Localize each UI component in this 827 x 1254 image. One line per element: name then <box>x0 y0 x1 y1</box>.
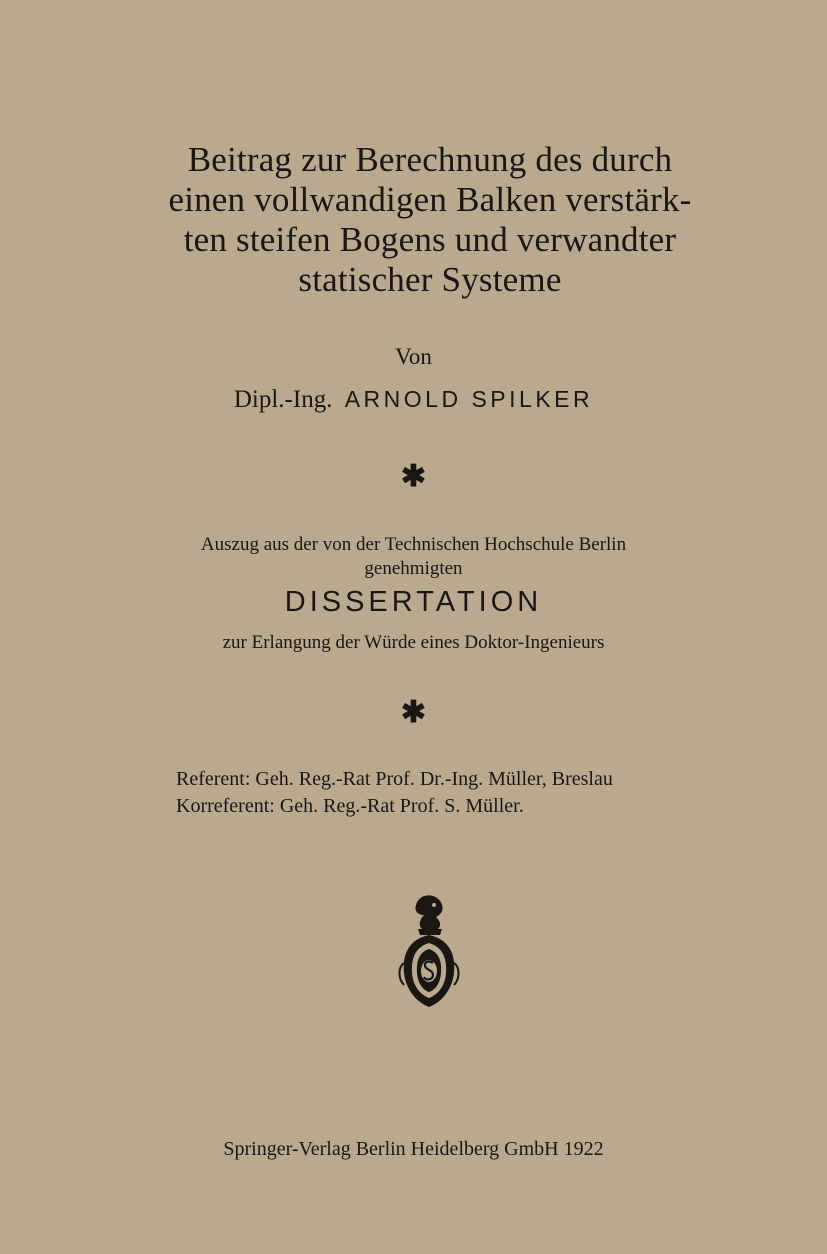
referees-block <box>176 766 696 820</box>
degree-purpose: zur Erlangung der Würde eines Doktor-Ingenieurs <box>222 632 605 653</box>
referent-value: Geh. Reg.-Rat Prof. Dr.-Ing. Müller, Breslau <box>255 768 613 790</box>
extract-line-2: genehmigten <box>364 558 463 579</box>
referent-row <box>176 766 696 793</box>
extract-note <box>0 533 827 581</box>
book-title <box>150 140 710 300</box>
separator-star-icon-2: ✱ <box>400 696 427 729</box>
author-degree: Dipl.-Ing. <box>233 386 333 413</box>
title-line-2: einen vollwandigen Balken verstärk- <box>168 180 692 219</box>
title-line-1: Beitrag zur Berechnung des durch <box>187 140 673 179</box>
author-line <box>0 386 827 414</box>
by-label: Von <box>395 344 432 369</box>
korreferent-label: Korreferent: <box>176 795 275 817</box>
title-line-3: ten steifen Bogens und verwandter <box>183 220 677 259</box>
korreferent-value: Geh. Reg.-Rat Prof. S. Müller. <box>279 795 524 817</box>
author-name: ARNOLD SPILKER <box>344 386 594 412</box>
referent-label: Referent: <box>176 768 251 790</box>
title-line-4: statischer Systeme <box>298 260 562 299</box>
extract-line-1: Auszug aus der von der Technischen Hochschule Berlin <box>200 534 627 555</box>
dissertation-heading: DISSERTATION <box>284 586 543 618</box>
springer-chess-knight-logo-icon <box>396 893 462 1011</box>
publisher-imprint: Springer-Verlag Berlin Heidelberg GmbH 1922 <box>223 1138 604 1160</box>
korreferent-row <box>176 793 696 820</box>
separator-star-icon: ✱ <box>400 460 427 493</box>
